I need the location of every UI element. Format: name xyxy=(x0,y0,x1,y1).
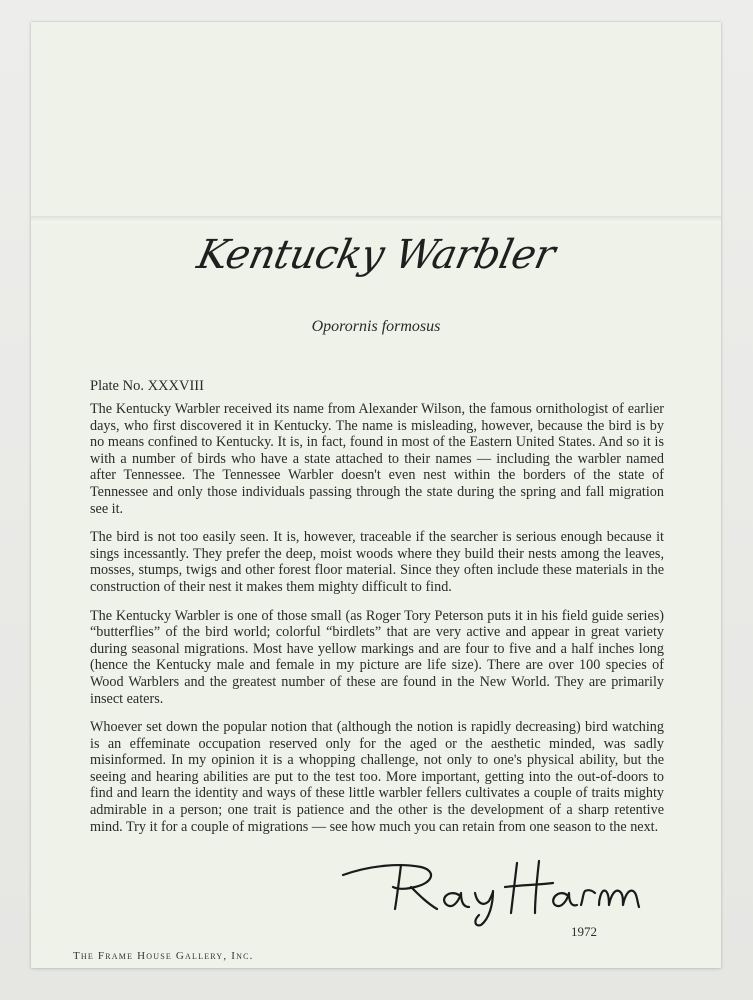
paragraph-3: The Kentucky Warbler is one of those small (as Roger Tory Peterson puts it in his field guide series) “butterflies” of the bird world; colorful “birdlets” that are very active and appear in great variety during seasonal migrations. Most have yellow markings and are four to five and a half inches long (hence the Kentucky male and female in my picture are life size). There are over 100 species of Wood Warblers and the greatest number of these are found in the New World. They are primarily insect eaters. xyxy=(90,607,664,707)
signature-year: 1972 xyxy=(571,924,597,939)
document-sheet xyxy=(31,22,721,968)
scientific-name: Oporornis formosus xyxy=(311,318,441,335)
publisher-imprint: The Frame House Gallery, Inc. xyxy=(73,950,254,962)
body-text xyxy=(90,401,664,847)
paragraph-2: The bird is not too easily seen. It is, however, traceable if the searcher is serious enough because it sings incessantly. They prefer the deep, moist woods where they build their nests among the leaves, mosses, stumps, twigs and other forest floor material. Since they often include these materials in the construction of their nest it makes them mighty difficult to find. xyxy=(90,529,664,595)
artist-signature xyxy=(341,857,651,927)
paragraph-4: Whoever set down the popular notion that (although the notion is rapidly decreasing) bird watching is an effeminate occupation reserved only for the aged or the aesthetic minded, was sadly misinformed. In my opinion it is a whopping challenge, not only to one's physical ability, but the seeing and hearing abilities are put to the test too. More important, getting into the out-of-doors to find and learn the identity and ways of these little warbler fellers cultivates a couple of traits mighty admirable in a person; one trait is patience and the other is the development of a sharp retentive mind. Try it for a couple of migrations — see how much you can retain from one season to the next. xyxy=(90,719,664,835)
document-title: Kentucky Warbler xyxy=(193,232,559,278)
paragraph-1: The Kentucky Warbler received its name from Alexander Wilson, the famous ornithologist of earlier days, who first discovered it in Kentucky. The name is misleading, however, because the bird is by no means confined to Kentucky. It is, in fact, found in most of the Eastern United States. And so it is with a number of birds who have a state attached to their names — including the warbler named after Tennessee. The Tennessee Warbler doesn't even nest within the borders of the state of Tennessee and only those individuals passing through the state during the spring and fall migration see it. xyxy=(90,401,664,517)
plate-number: Plate No. XXXVIII xyxy=(90,378,204,394)
paper-fold-line xyxy=(31,216,721,226)
